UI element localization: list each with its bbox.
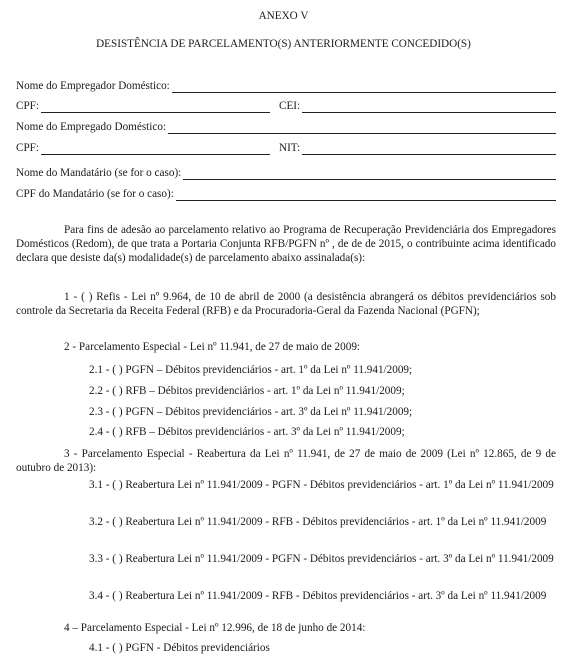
employee-cpf-blank[interactable]: [41, 143, 270, 155]
agent-cpf-label: CPF do Mandatário (se for o caso):: [16, 188, 174, 200]
agent-cpf-blank[interactable]: [176, 189, 556, 201]
employer-name-blank[interactable]: [172, 81, 556, 93]
agent-name-label: Nome do Mandatário (se for o caso):: [16, 167, 182, 179]
employer-cei-blank[interactable]: [302, 101, 556, 113]
agent-name-field[interactable]: [16, 166, 556, 180]
item-2-3: 2.3 - ( ) PGFN – Débitos previdenciários - art. 3º da Lei nº 11.941/2009;: [89, 406, 413, 418]
item-4-heading: 4 – Parcelamento Especial - Lei nº 12.996, de 18 de junho de 2014:: [64, 622, 366, 634]
employer-cei-field[interactable]: [279, 99, 556, 113]
employee-name-blank[interactable]: [168, 122, 556, 134]
employee-name-label: Nome do Empregado Doméstico:: [16, 121, 167, 133]
employer-cei-label: CEI:: [279, 100, 301, 112]
employer-cpf-blank[interactable]: [41, 101, 270, 113]
item-3-4: 3.4 - ( ) Reabertura Lei nº 11.941/2009 - RFB - Débitos previdenciários - art. 3º da Lei nº 11.941/2009: [89, 590, 547, 602]
annex-heading: ANEXO V: [258, 10, 309, 22]
employee-cpf-field[interactable]: [16, 141, 270, 155]
item-1-refis: 1 - ( ) Refis - Lei nº 9.964, de 10 de abril de 2000 (a desistência abrangerá os débitos previdenciários sob controle da Secretaria da Receita Federal (RFB) e da Procuradoria-Geral da Fazenda Nacional (PGFN);: [16, 291, 556, 317]
item-3-heading: 3 - Parcelamento Especial - Reabertura da Lei nº 11.941, de 27 de maio de 2009 (Lei nº 12.865, de 9 de outubro de 2013):: [16, 448, 556, 474]
employee-name-field[interactable]: [16, 120, 556, 134]
employee-nit-label: NIT:: [279, 142, 301, 154]
employee-nit-field[interactable]: [279, 141, 556, 155]
agent-cpf-field[interactable]: [16, 187, 556, 201]
employer-cpf-field[interactable]: [16, 99, 270, 113]
item-2-1: 2.1 - ( ) PGFN – Débitos previdenciários - art. 1º da Lei nº 11.941/2009;: [89, 364, 413, 376]
item-3-2: 3.2 - ( ) Reabertura Lei nº 11.941/2009 - RFB - Débitos previdenciários - art. 1º da Lei nº 11.941/2009: [89, 516, 547, 528]
item-2-4: 2.4 - ( ) RFB – Débitos previdenciários - art. 3º da Lei nº 11.941/2009;: [89, 426, 405, 438]
intro-paragraph: Para fins de adesão ao parcelamento relativo ao Programa de Recuperação Previdenciária dos Empregadores Domésticos (Redom), de que trata a Portaria Conjunta RFB/PGFN nº , de de de 2015, o contribuinte acima identificado declara que desiste da(s) modalidade(s) de parcelamento abaixo assinalada(s):: [16, 224, 556, 264]
employer-cpf-label: CPF:: [16, 100, 40, 112]
document-title: DESISTÊNCIA DE PARCELAMENTO(S) ANTERIORMENTE CONCEDIDO(S): [96, 38, 471, 50]
employee-nit-blank[interactable]: [302, 143, 556, 155]
employee-cpf-label: CPF:: [16, 142, 40, 154]
employer-name-label: Nome do Empregador Doméstico:: [16, 80, 170, 92]
item-3-3: 3.3 - ( ) Reabertura Lei nº 11.941/2009 - PGFN - Débitos previdenciários - art. 3º da Lei nº 11.941/2009: [89, 553, 554, 565]
agent-name-blank[interactable]: [183, 168, 556, 180]
item-3-1: 3.1 - ( ) Reabertura Lei nº 11.941/2009 - PGFN - Débitos previdenciários - art. 1º da Lei nº 11.941/2009: [89, 479, 554, 491]
item-2-2: 2.2 - ( ) RFB – Débitos previdenciários - art. 1º da Lei nº 11.941/2009;: [89, 385, 405, 397]
item-2-heading: 2 - Parcelamento Especial - Lei nº 11.941, de 27 de maio de 2009:: [64, 341, 361, 353]
item-4-1: 4.1 - ( ) PGFN - Débitos previdenciários: [89, 642, 270, 654]
employer-name-field[interactable]: [16, 79, 556, 93]
